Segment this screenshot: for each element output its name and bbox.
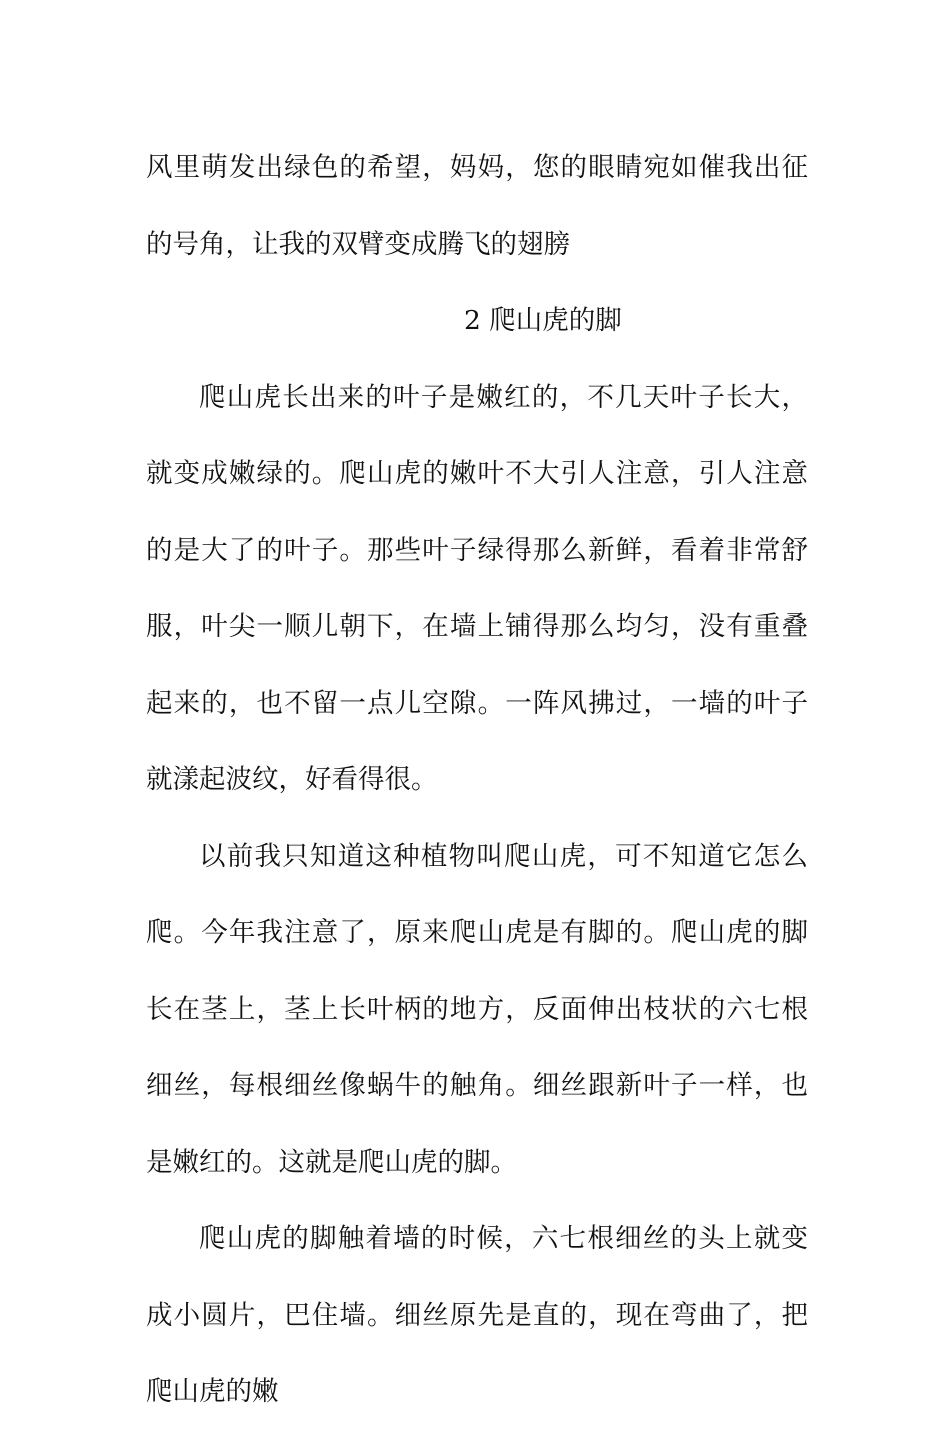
body-paragraph-3: 爬山虎的脚触着墙的时候，六七根细丝的头上就变成小圆片，巴住墙。细丝原先是直的，现在弯曲了，把爬山虎的嫩 — [146, 1223, 808, 1407]
body-paragraph-2: 以前我只知道这种植物叫爬山虎，可不知道它怎么爬。今年我注意了，原来爬山虎是有脚的。爬山虎的脚长在茎上，茎上长叶柄的地方，反面伸出枝状的六七根细丝，每根细丝像蜗牛的触角。细丝跟新叶子一样，也是嫩红的。这就是爬山虎的脚。 — [146, 840, 808, 1178]
section-heading: 2 爬山虎的脚 — [464, 305, 622, 336]
body-paragraph-1: 爬山虎长出来的叶子是嫩红的，不几天叶子长大，就变成嫩绿的。爬山虎的嫩叶不大引人注意，引人注意的是大了的叶子。那些叶子绿得那么新鲜，看着非常舒服，叶尖一顺儿朝下，在墙上铺得那么均匀，没有重叠起来的，也不留一点儿空隙。一阵风拂过，一墙的叶子就漾起波纹，好看得很。 — [146, 381, 808, 795]
document-body — [146, 130, 808, 1431]
continuation-paragraph: 风里萌发出绿色的希望，妈妈，您的眼睛宛如催我出征的号角，让我的双臂变成腾飞的翅膀 — [146, 152, 808, 260]
